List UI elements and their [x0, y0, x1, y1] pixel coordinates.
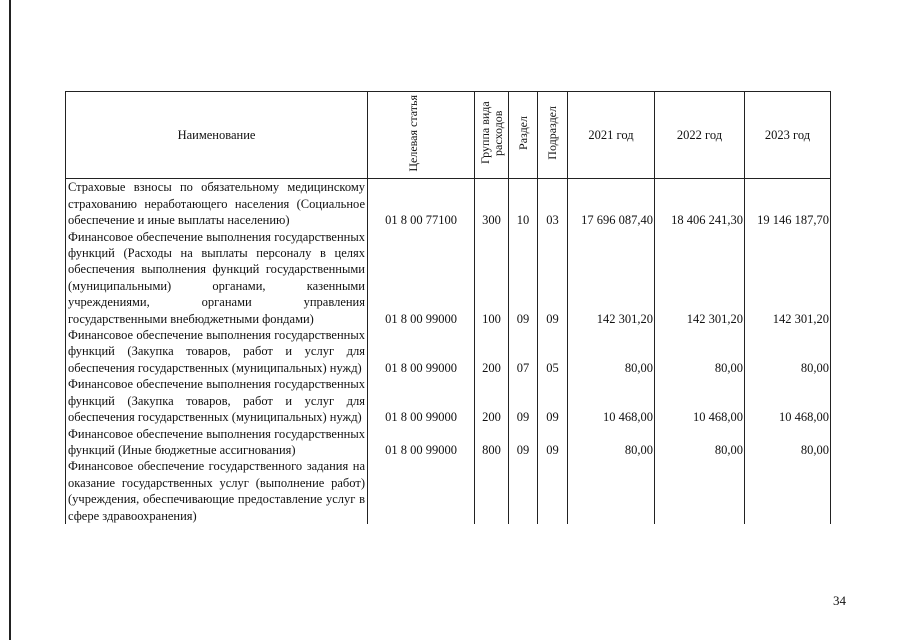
row-subsection: 09 [538, 229, 568, 327]
row-amount-2022: 142 301,20 [655, 229, 745, 327]
budget-table [65, 91, 831, 524]
table-row [66, 376, 831, 425]
row-name: Страховые взносы по обязательному медицинскому страхованию неработающего населения (Социальное обеспечение и иные выплаты населению) [66, 179, 368, 229]
row-section: 09 [509, 376, 538, 425]
row-target-article: 01 8 00 99000 [368, 229, 475, 327]
row-amount-2023: 80,00 [745, 327, 831, 376]
row-target-article: 01 8 00 99000 [368, 426, 475, 459]
row-name: Финансовое обеспечение выполнения государственных функций (Расходы на выплаты персоналу в целях обеспечения выполнения функций государственными (муниципальными) органами, казенными учреждениями, органами управления государственными внебюджетными фондами) [66, 229, 368, 327]
row-expense-group: 800 [475, 426, 509, 459]
page-left-edge-line [9, 0, 11, 640]
row-target-article: 01 8 00 99000 [368, 376, 475, 425]
page-number: 34 [833, 593, 846, 608]
table-row [66, 179, 831, 229]
header-target-article: Целевая статья [368, 92, 475, 179]
row-section: 07 [509, 327, 538, 376]
header-section: Раздел [509, 92, 538, 179]
row-section: 10 [509, 179, 538, 229]
header-year-2022: 2022 год [655, 92, 745, 179]
row-amount-2023: 80,00 [745, 426, 831, 459]
row-name: Финансовое обеспечение выполнения государственных функций (Закупка товаров, работ и услуг для обеспечения государственных (муниципальных) нужд) [66, 327, 368, 376]
row-amount-2023: 10 468,00 [745, 376, 831, 425]
row-amount-2022: 18 406 241,30 [655, 179, 745, 229]
row-amount-2021: 10 468,00 [568, 376, 655, 425]
row-amount-2021: 142 301,20 [568, 229, 655, 327]
row-subsection [538, 458, 568, 524]
row-target-article: 01 8 00 77100 [368, 179, 475, 229]
header-name: Наименование [66, 92, 368, 179]
row-subsection: 05 [538, 327, 568, 376]
row-expense-group: 200 [475, 327, 509, 376]
table-row [66, 426, 831, 459]
row-subsection: 09 [538, 376, 568, 425]
row-amount-2023: 19 146 187,70 [745, 179, 831, 229]
table-row [66, 229, 831, 327]
row-amount-2022 [655, 458, 745, 524]
table-row [66, 458, 831, 524]
row-name: Финансовое обеспечение государственного задания на оказание государственных услуг (выполнение работ) (учреждения, обеспечивающие предоставление услуг в сфере здравоохранения) [66, 458, 368, 524]
row-expense-group: 200 [475, 376, 509, 425]
header-year-2023: 2023 год [745, 92, 831, 179]
row-expense-group: 300 [475, 179, 509, 229]
header-subsection: Подраздел [538, 92, 568, 179]
row-amount-2021: 80,00 [568, 426, 655, 459]
row-section: 09 [509, 229, 538, 327]
row-section [509, 458, 538, 524]
table-header-row [66, 92, 831, 179]
row-expense-group: 100 [475, 229, 509, 327]
row-name: Финансовое обеспечение выполнения государственных функций (Закупка товаров, работ и услуг для обеспечения государственных (муниципальных) нужд) [66, 376, 368, 425]
row-amount-2023: 142 301,20 [745, 229, 831, 327]
row-name: Финансовое обеспечение выполнения государственных функций (Иные бюджетные ассигнования) [66, 426, 368, 459]
row-amount-2022: 10 468,00 [655, 376, 745, 425]
row-expense-group [475, 458, 509, 524]
header-expense-group: Группа вида расходов [475, 92, 509, 179]
row-section: 09 [509, 426, 538, 459]
row-target-article: 01 8 00 99000 [368, 327, 475, 376]
row-amount-2022: 80,00 [655, 426, 745, 459]
row-subsection: 03 [538, 179, 568, 229]
row-amount-2023 [745, 458, 831, 524]
row-subsection: 09 [538, 426, 568, 459]
row-amount-2021 [568, 458, 655, 524]
row-amount-2022: 80,00 [655, 327, 745, 376]
header-year-2021: 2021 год [568, 92, 655, 179]
row-target-article [368, 458, 475, 524]
table-row [66, 327, 831, 376]
row-amount-2021: 17 696 087,40 [568, 179, 655, 229]
row-amount-2021: 80,00 [568, 327, 655, 376]
